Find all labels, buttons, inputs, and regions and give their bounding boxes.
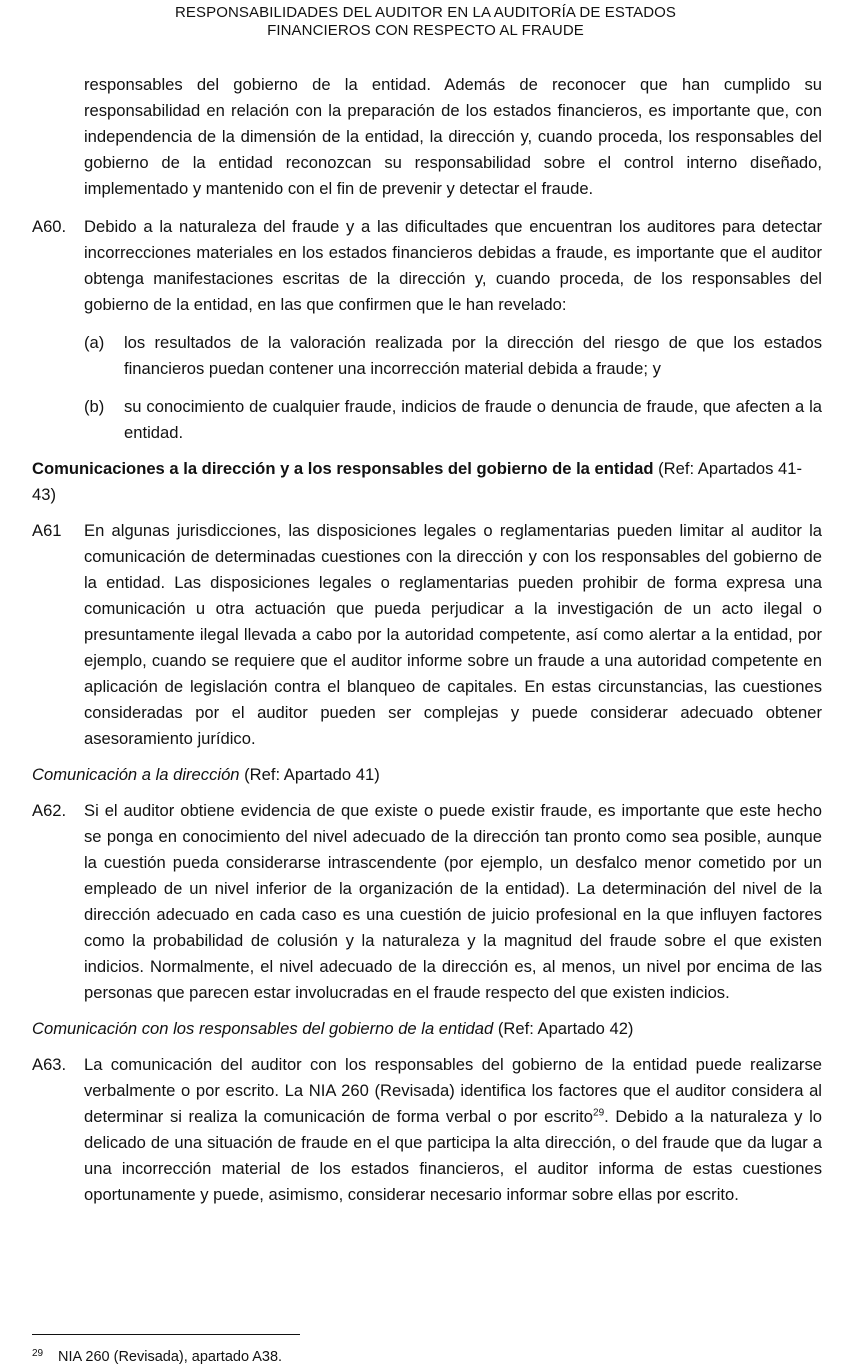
footnote-text: NIA 260 (Revisada), apartado A38. — [58, 1349, 283, 1365]
paragraph-text: En algunas jurisdicciones, las disposiciones legales o reglamentarias pueden limitar al auditor la comunicación de determinadas cuestiones con la dirección y con los responsables del gobierno de la entidad. Las disposiciones legales o reglamentarias pueden prohibir de forma expresa una comunicación u otra actuación que pueda perjudicar a la investigación de un acto ilegal o presuntamente ilegal llevada a cabo por la autoridad competente, así como alertar a la entidad, por ejemplo, cuando se requiere que el auditor informe sobre un fraude a una autoridad competente en aplicación de legislación contra el blanqueo de capitales. En estas circunstancias, las cuestiones consideradas por el auditor pueden ser complejas y puede considerar adecuado obtener asesoramiento jurídico. — [84, 521, 822, 748]
paragraph-text-part: La comunicación del auditor con los responsables del gobierno de la entidad puede realizarse verbalmente o por escrito. La NIA 260 (Revisada) identifica los factores que el auditor considera al determinar si realiza la comunicación de forma verbal o por escrito — [84, 1055, 822, 1126]
intro-paragraph: responsables del gobierno de la entidad. Además de reconocer que han cumplido su responsabilidad en relación con la preparación de los estados financieros, es importante que, con independencia de la dimensión de la entidad, la dirección y, cuando proceda, los responsables del gobierno de la entidad reconozcan su responsabilidad sobre el control interno diseñado, implementado y mantenido con el fin de prevenir y detectar el fraude. — [84, 75, 822, 198]
list-item-text: los resultados de la valoración realizada por la dirección del riesgo de que los estados financieros puedan contener una incorrección material debida a fraude; y — [124, 333, 822, 378]
paragraph-text — [84, 1052, 822, 1208]
footnote-divider — [32, 1334, 300, 1335]
footnote — [32, 1347, 282, 1367]
list-item — [84, 330, 822, 382]
section-heading-communications — [32, 456, 822, 508]
paragraph-a63 — [32, 1052, 822, 1208]
paragraph-number: A61 — [32, 521, 62, 540]
list-item-text: su conocimiento de cualquier fraude, indicios de fraude o denuncia de fraude, que afecten a la entidad. — [124, 397, 822, 442]
heading-italic-text: Comunicación con los responsables del gobierno de la entidad — [32, 1019, 494, 1038]
footnote-reference[interactable]: 29 — [593, 1107, 605, 1119]
subsection-heading-governance — [32, 1016, 822, 1042]
paragraph-number: A63. — [32, 1055, 67, 1074]
page-header — [0, 4, 851, 40]
header-line-2: FINANCIEROS CON RESPECTO AL FRAUDE — [267, 22, 584, 39]
paragraph-number: A62. — [32, 801, 67, 820]
document-body — [32, 72, 822, 1208]
paragraph-a61 — [32, 518, 822, 752]
subsection-heading-management — [32, 762, 822, 788]
paragraph-text: Debido a la naturaleza del fraude y a las dificultades que encuentran los auditores para detectar incorrecciones materiales en los estados financieros debidas a fraude, es importante que el auditor obtenga manifestaciones escritas de la dirección y, cuando proceda, de los responsables del gobierno de la entidad, en las que confirmen que le han revelado: — [84, 217, 822, 314]
paragraph-text-part: . Debido a la naturaleza y lo delicado de una situación de fraude en el que participa la alta dirección, o del fraude que da lugar a una incorrección material de los estados financieros, el auditor informa de estas cuestiones oportunamente y puede, asimismo, considerar necesario informar sobre ellas por escrito. — [84, 1107, 822, 1204]
header-line-1: RESPONSABILIDADES DEL AUDITOR EN LA AUDITORÍA DE ESTADOS — [174, 4, 677, 21]
footnote-number: 29 — [32, 1348, 44, 1359]
heading-reference: (Ref: Apartado 41) — [239, 765, 380, 784]
heading-reference: (Ref: Apartados 41-43) — [32, 459, 803, 504]
heading-italic-text: Comunicación a la dirección — [32, 765, 240, 784]
paragraph-text: Si el auditor obtiene evidencia de que existe o puede existir fraude, es importante que este hecho se ponga en conocimiento del nivel adecuado de la dirección tan pronto como sea posible, aunque la cuestión pueda considerarse intrascendente (por ejemplo, un desfalco menor cometido por un empleado de un nivel inferior de la organización de la entidad). La determinación del nivel de la dirección adecuado en cada caso es una cuestión de juicio profesional en la que influyen factores como la probabilidad de colusión y la naturaleza y la magnitud del fraude sobre el que existen indicios. Normalmente, el nivel adecuado de la dirección es, al menos, un nivel por encima de las personas que parecen estar involucradas en el fraude respecto del que existen indicios. — [84, 801, 822, 1002]
paragraph-number: A60. — [32, 217, 67, 236]
heading-bold-text: Comunicaciones a la dirección y a los responsables del gobierno de la entidad — [32, 459, 654, 478]
heading-reference: (Ref: Apartado 42) — [493, 1019, 634, 1038]
list-item — [84, 394, 822, 446]
paragraph-a60 — [32, 214, 822, 318]
paragraph-a62 — [32, 798, 822, 1006]
list-item-label: (a) — [84, 333, 105, 352]
list-item-label: (b) — [84, 397, 105, 416]
